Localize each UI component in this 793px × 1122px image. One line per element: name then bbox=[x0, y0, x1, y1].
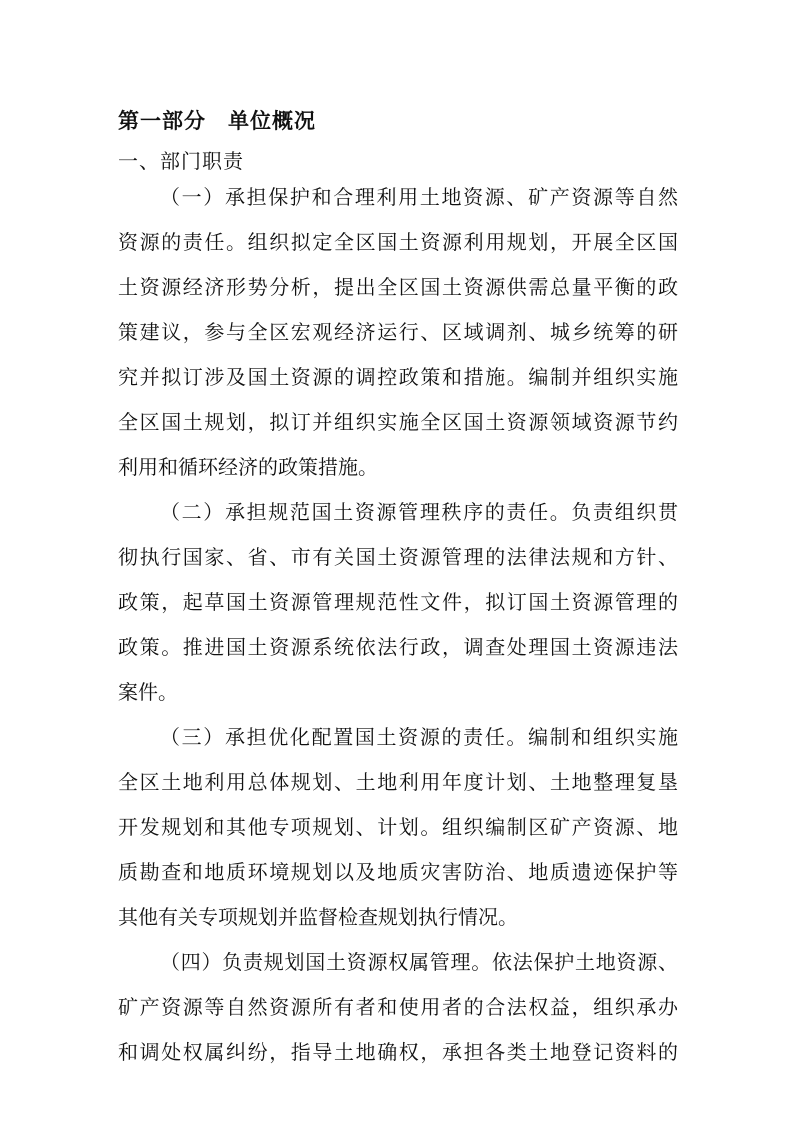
section-title: 一、部门职责 bbox=[118, 149, 244, 173]
paragraph-4-line-2: 矿产资源等自然资源所有者和使用者的合法权益，组织承办 bbox=[118, 995, 678, 1019]
paragraph-1-line-4: 策建议，参与全区宏观经济运行、区域调剂、城乡统筹的研 bbox=[118, 320, 678, 344]
paragraph-2-line-1: （二）承担规范国土资源管理秩序的责任。负责组织贯 bbox=[160, 500, 678, 524]
paragraph-2-line-2: 彻执行国家、省、市有关国土资源管理的法律法规和方针、 bbox=[118, 545, 678, 569]
paragraph-2-line-5: 案件。 bbox=[118, 680, 178, 704]
paragraph-1-line-3: 土资源经济形势分析，提出全区国土资源供需总量平衡的政 bbox=[118, 275, 678, 299]
paragraph-4-line-1: （四）负责规划国土资源权属管理。依法保护土地资源、 bbox=[160, 950, 678, 974]
paragraph-3-line-3: 开发规划和其他专项规划、计划。组织编制区矿产资源、地 bbox=[118, 815, 678, 839]
paragraph-1-line-6: 全区国土规划，拟订并组织实施全区国土资源领域资源节约 bbox=[118, 410, 678, 434]
part-heading: 第一部分 单位概况 bbox=[118, 109, 316, 133]
paragraph-1-line-7: 利用和循环经济的政策措施。 bbox=[118, 455, 378, 479]
paragraph-4-line-3: 和调处权属纠纷，指导土地确权，承担各类土地登记资料的 bbox=[118, 1040, 678, 1064]
paragraph-2-line-3: 政策，起草国土资源管理规范性文件，拟订国土资源管理的 bbox=[118, 590, 678, 614]
paragraph-2-line-4: 政策。推进国土资源系统依法行政，调查处理国土资源违法 bbox=[118, 635, 678, 659]
paragraph-3-line-1: （三）承担优化配置国土资源的责任。编制和组织实施 bbox=[160, 725, 678, 749]
paragraph-1-line-1: （一）承担保护和合理利用土地资源、矿产资源等自然 bbox=[160, 185, 678, 209]
paragraph-1-line-5: 究并拟订涉及国土资源的调控政策和措施。编制并组织实施 bbox=[118, 365, 678, 389]
paragraph-3-line-4: 质勘查和地质环境规划以及地质灾害防治、地质遗迹保护等 bbox=[118, 860, 678, 884]
paragraph-3-line-5: 其他有关专项规划并监督检查规划执行情况。 bbox=[118, 905, 518, 929]
paragraph-1-line-2: 资源的责任。组织拟定全区国土资源利用规划，开展全区国 bbox=[118, 230, 678, 254]
paragraph-3-line-2: 全区土地利用总体规划、土地利用年度计划、土地整理复垦 bbox=[118, 770, 678, 794]
